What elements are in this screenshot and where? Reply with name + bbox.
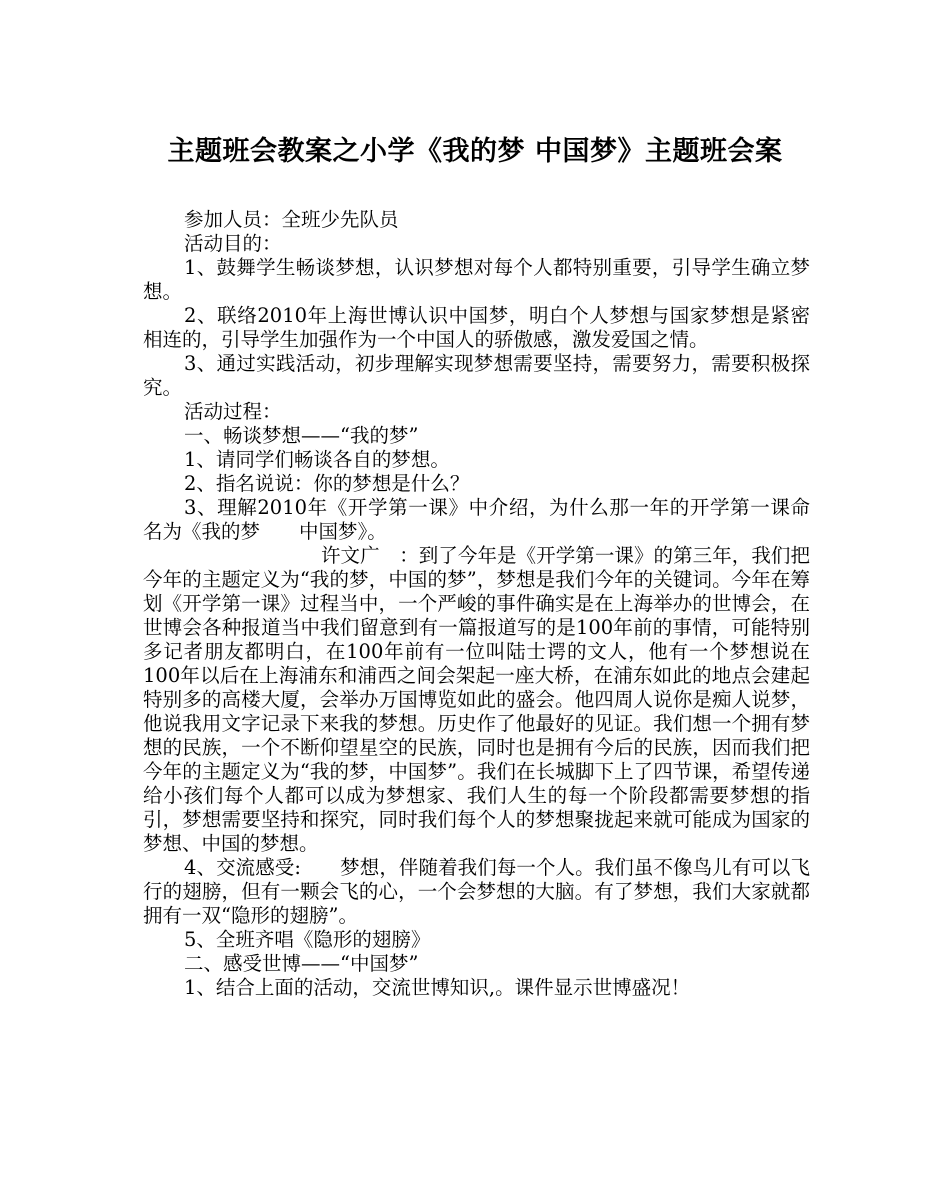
paragraph-section-1-heading: 一、畅谈梦想——“我的梦” — [184, 424, 419, 447]
paragraph-process-heading: 活动过程： — [184, 400, 282, 423]
paragraph-section-2-heading: 二、感受世博——“中国梦” — [184, 952, 419, 975]
paragraph-step-5: 5、全班齐唱《隐形的翅膀》 — [184, 928, 431, 951]
paragraph-quote: 许文广 ：到了今年是《开学第一课》的第三年，我们把今年的主题定义为“我的梦，中国的梦”，梦想是我们今年的关键词。今年在筹划《开学第一课》过程当中，一个严峻的事件确实是在上海举办的世博会，在世博会各种报道当中我们留意到有一篇报道写的是100年前的事情，可能特别多记者朋友都明白，在100年前有一位叫陆士谔的文人，他有一个梦想说在100年以后在上海浦东和浦西之间会架起一座大桥，在浦东如此的地点会建起特别多的高楼大厦，会举办万国博览如此的盛会。他四周人说你是痴人说梦，他说我用文字记录下来我的梦想。历史作了他最好的见证。我们想一个拥有梦想的民族，一个不断仰望星空的民族，同时也是拥有今后的民族，因而我们把今年的主题定义为“我的梦，中国梦”。我们在长城脚下上了四节课，希望传递给小孩们每个人都可以成为梦想家、我们人生的每一个阶段都需要梦想的指引，梦想需要坚持和探究，同时我们每个人的梦想聚拢起来就可能成为国家的梦想、中国的梦想。 — [143, 544, 810, 855]
paragraph-step-3: 3、理解2010年《开学第一课》中介绍，为什么那一年的开学第一课命名为《我的梦 中国梦》。 — [143, 496, 810, 543]
paragraph-step-2: 2、指名说说：你的梦想是什么？ — [184, 472, 470, 495]
paragraph-step-4: 4、交流感受: 梦想，伴随着我们每一个人。我们虽不像鸟儿有可以飞行的翅膀，但有一颗会飞的心，一个会梦想的大脑。有了梦想，我们大家就都拥有一双“隐形的翅膀”。 — [143, 856, 810, 927]
document-title: 主题班会教案之小学《我的梦 中国梦》主题班会案 — [167, 136, 783, 167]
paragraph-purpose-1: 1、鼓舞学生畅谈梦想，认识梦想对每个人都特别重要，引导学生确立梦想。 — [143, 256, 810, 303]
paragraph-purpose-heading: 活动目的： — [184, 232, 282, 255]
paragraph-step-1: 1、请同学们畅谈各自的梦想。 — [184, 448, 450, 471]
paragraph-purpose-2: 2、联络2010年上海世博认识中国梦，明白个人梦想与国家梦想是紧密相连的，引导学生加强作为一个中国人的骄傲感，激发爱国之情。 — [143, 304, 810, 351]
paragraph-section-2-step-1: 1、结合上面的活动，交流世博知识,。课件显示世博盛况！ — [184, 976, 691, 999]
paragraph-purpose-3: 3、通过实践活动，初步理解实现梦想需要坚持，需要努力，需要积极探究。 — [143, 352, 810, 399]
document-body — [143, 208, 810, 1000]
paragraph-participants: 参加人员：全班少先队员 — [184, 208, 399, 231]
